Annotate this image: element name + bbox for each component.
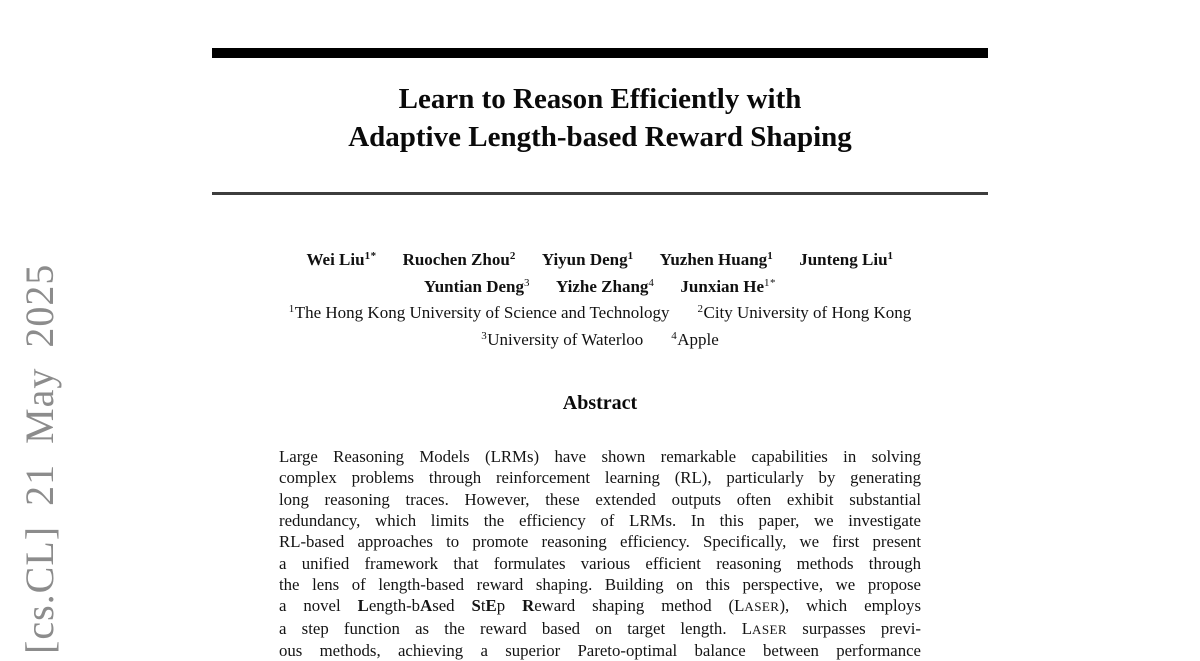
superscript: 2 bbox=[509, 250, 516, 262]
author-name: Junxian $He^{1*}$ bbox=[680, 276, 777, 296]
superscript: 3 bbox=[523, 276, 530, 289]
affiliation: $^1$The Hong Kong University of Science and Technology bbox=[288, 303, 670, 322]
superscript: 4 bbox=[671, 329, 678, 342]
author-name: Wei Liu$^{1*}$ bbox=[306, 250, 377, 269]
superscript: 4 bbox=[648, 276, 655, 289]
abstract-line: a step function as the reward based on target length. LASER surpasses previ- bbox=[279, 618, 921, 638]
title-line-2: Adaptive Length-based Reward Shaping bbox=[348, 121, 852, 153]
superscript: 1* bbox=[764, 276, 777, 289]
arxiv-watermark: [cs.CL] 21 May 2025 bbox=[17, 263, 62, 654]
abstract-line: a unified framework that formulates various efficient reasoning methods through bbox=[279, 553, 921, 573]
author-name: Yuntian Deng$^3$ bbox=[423, 276, 530, 296]
author-block bbox=[100, 245, 1100, 351]
superscript: 1 bbox=[627, 250, 634, 262]
paper-title bbox=[212, 80, 988, 156]
abstract-line: Large Reasoning Models (LRMs) have shown remarkable capabilities in solving bbox=[279, 447, 921, 466]
superscript: 1 bbox=[887, 250, 894, 262]
abstract-line: the lens of length-based reward shaping. Building on this perspective, we propose bbox=[279, 575, 921, 595]
abstract-heading: Abstract bbox=[562, 392, 638, 414]
affiliation: $^2$City University of Hong Kong bbox=[697, 303, 912, 322]
superscript: 1 bbox=[288, 303, 295, 315]
abstract-line: complex problems through reinforcement learning (RL), particularly by generating bbox=[279, 468, 921, 488]
affiliation-line-1 bbox=[100, 298, 1100, 325]
author-name: Junteng Liu$^1$ bbox=[799, 250, 894, 269]
author-line-1 bbox=[100, 245, 1100, 272]
affiliation: $^3$University of Waterloo bbox=[481, 329, 644, 349]
author-line-2 bbox=[100, 272, 1100, 299]
abstract-line: a novel Length-bAsed StEp Reward shaping method (LASER), which employs bbox=[279, 596, 921, 616]
author-name: Yuzhen Huang$^1$ bbox=[659, 250, 774, 269]
abstract-line: ous methods, achieving a superior Pareto-optimal balance between performance bbox=[279, 641, 921, 661]
author-name: Yizhe Zhang$^4$ bbox=[555, 276, 655, 296]
abstract-line: long reasoning traces. However, these extended outputs often exhibit substantial bbox=[279, 489, 921, 509]
affiliation: $^4$Apple bbox=[671, 329, 719, 349]
abstract-text bbox=[279, 446, 921, 661]
affiliation-line-2 bbox=[100, 325, 1100, 352]
title-rule bbox=[212, 192, 988, 195]
superscript: 1 bbox=[767, 250, 774, 262]
author-name: Ruochen Zhou$^2$ bbox=[402, 250, 516, 269]
superscript: 3 bbox=[481, 329, 488, 342]
abstract-line: redundancy, which limits the efficiency of LRMs. In this paper, we investigate bbox=[279, 511, 921, 531]
abstract-line: RL-based approaches to promote reasoning efficiency. Specifically, we first present bbox=[279, 532, 921, 552]
superscript: 1* bbox=[364, 250, 377, 262]
superscript: 2 bbox=[697, 303, 704, 315]
top-rule bbox=[212, 48, 988, 58]
author-name: Yiyun Deng$^1$ bbox=[541, 250, 634, 269]
title-line-1: Learn to Reason Efficiently with bbox=[398, 83, 802, 115]
